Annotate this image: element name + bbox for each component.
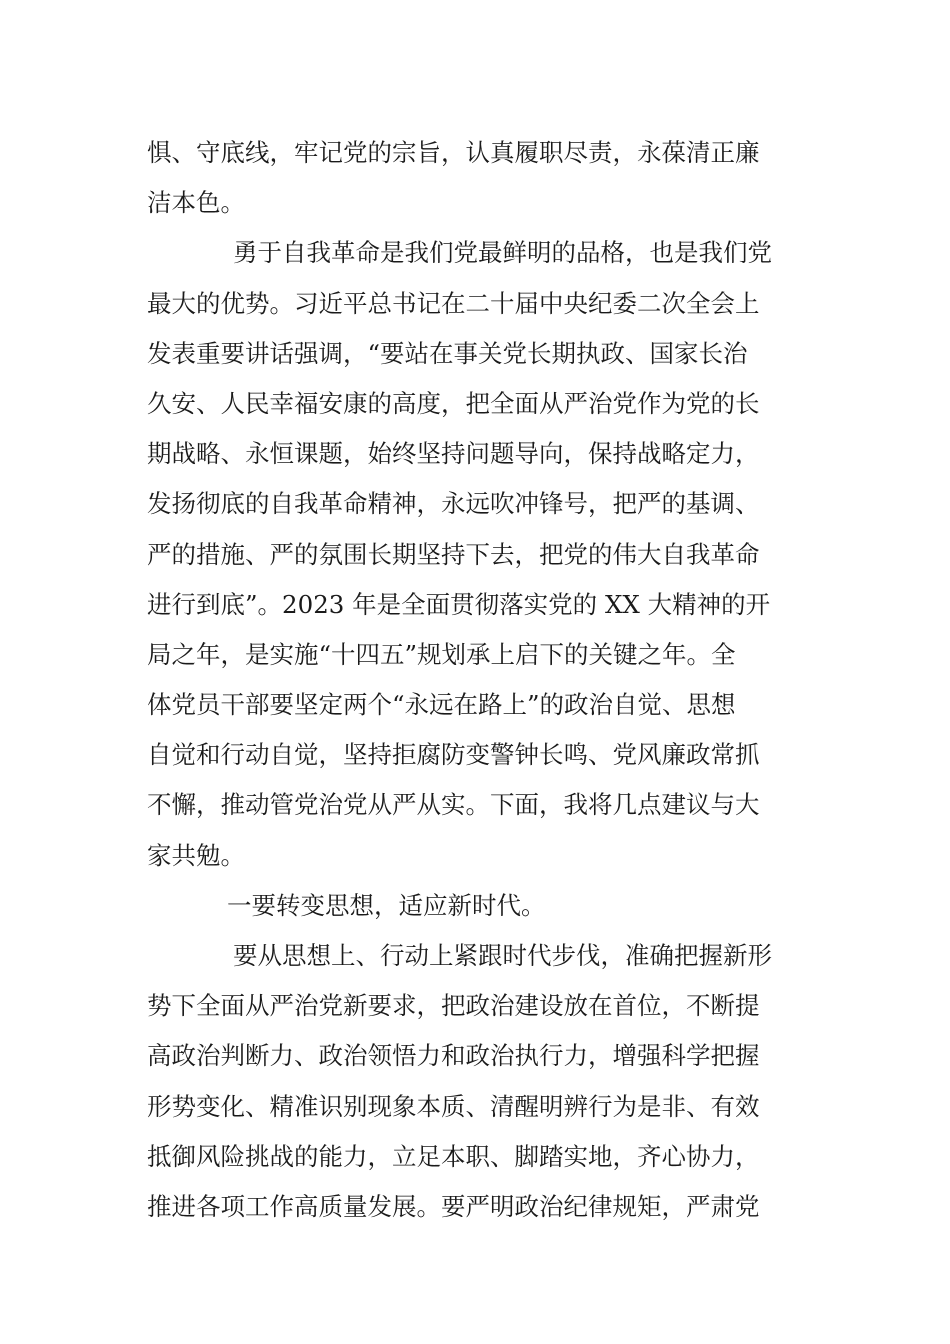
paragraph-heading xyxy=(147,881,807,931)
paragraph-line: 高政治判断力、政治领悟力和政治执行力，增强科学把握 xyxy=(147,1041,760,1071)
paragraph-line: 久安、人民幸福安康的高度，把全面从严治党作为党的长 xyxy=(147,388,760,418)
section-heading: 一要转变思想，适应新时代。 xyxy=(227,890,546,920)
paragraph-1 xyxy=(147,128,807,228)
paragraph-line: 家共勉。 xyxy=(147,840,245,870)
paragraph-line: 勇于自我革命是我们党最鲜明的品格，也是我们党 xyxy=(233,238,772,268)
paragraph-line: 发扬彻底的自我革命精神，永远吹冲锋号，把严的基调、 xyxy=(147,489,760,519)
paragraph-2 xyxy=(147,228,807,880)
paragraph-line: 洁本色。 xyxy=(147,188,245,218)
paragraph-line: 期战略、永恒课题，始终坚持问题导向，保持战略定力， xyxy=(147,439,760,469)
paragraph-line: 体党员干部要坚定两个“永远在路上”的政治自觉、思想 xyxy=(147,690,736,720)
paragraph-line: 要从思想上、行动上紧跟时代步伐，准确把握新形 xyxy=(233,941,772,970)
paragraph-line: 不懈，推动管党治党从严从实。下面，我将几点建议与大 xyxy=(147,790,760,820)
paragraph-line: 自觉和行动自觉，坚持拒腐防变警钟长鸣、党风廉政常抓 xyxy=(147,740,760,770)
paragraph-line: 严的措施、严的氛围长期坚持下去，把党的伟大自我革命 xyxy=(147,539,760,569)
paragraph-3 xyxy=(147,931,807,1232)
paragraph-line: 最大的优势。习近平总书记在二十届中央纪委二次全会上 xyxy=(147,288,760,318)
paragraph-line: 势下全面从严治党新要求，把政治建设放在首位，不断提 xyxy=(147,991,760,1021)
paragraph-line: 抵御风险挑战的能力，立足本职、脚踏实地，齐心协力， xyxy=(147,1141,760,1171)
paragraph-line: 局之年，是实施“十四五”规划承上启下的关键之年。全 xyxy=(147,639,736,669)
paragraph-line: 形势变化、精准识别现象本质、清醒明辨行为是非、有效 xyxy=(147,1091,760,1121)
paragraph-line: 推进各项工作高质量发展。要严明政治纪律规矩，严肃党 xyxy=(147,1191,760,1221)
paragraph-line: 惧、守底线，牢记党的宗旨，认真履职尽责，永葆清正廉 xyxy=(147,138,760,167)
paragraph-line: 发表重要讲话强调，“要站在事关党长期执政、国家长治 xyxy=(147,338,748,368)
document-body xyxy=(147,128,807,1232)
paragraph-line: 进行到底”。2023 年是全面贯彻落实党的 XX 大精神的开 xyxy=(147,589,771,619)
